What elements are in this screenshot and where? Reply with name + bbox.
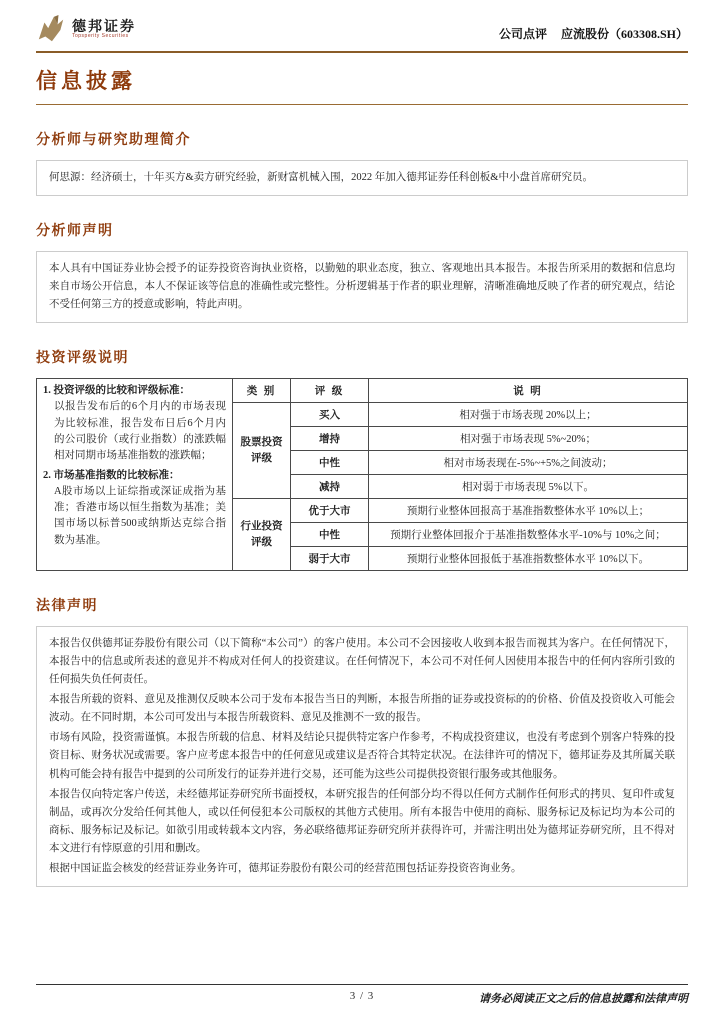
tebon-logo [36, 14, 136, 44]
rating-description: 预期行业整体回报高于基准指数整体水平 10%以上； [369, 499, 688, 523]
logo-text-block [72, 19, 136, 40]
rating-label: 增持 [291, 427, 369, 451]
tebon-logo-icon [36, 14, 66, 44]
category-stock-rating: 股票投资评级 [233, 403, 291, 499]
page-title: 信息披露 [36, 65, 688, 105]
legal-paragraph: 本报告仅供德邦证券股份有限公司（以下简称“本公司”）的客户使用。本公司不会因接收人收到本报告而视其为客户。在任何情况下，本报告中的信息或所表述的意见并不构成对任何人的投资建议。在任何情况下，本公司不对任何人因使用本报告中的任何内容所引致的任何损失负任何责任。 [49, 638, 675, 686]
analyst-statement-box [36, 251, 688, 323]
analyst-intro-text: 何思源：经济硕士，十年买方&卖方研究经验，新财富机械入围，2022 年加入德邦证券任科创板&中小盘首席研究员。 [49, 172, 593, 183]
legal-paragraph: 本报告所载的资料、意见及推测仅反映本公司于发布本报告当日的判断，本报告所指的证券或投资标的的价格、价值及投资收入可能会波动。在不同时期，本公司可发出与本报告所载资料、意见及推测不一致的报告。 [49, 694, 675, 724]
report-header-meta [499, 25, 688, 44]
rating-label: 优于大市 [291, 499, 369, 523]
report-subject: 应流股份（603308.SH） [560, 27, 688, 41]
criteria-1-title: 1. 投资评级的比较和评级标准： [43, 385, 190, 397]
logo-company-name-en: Topsperity Securities [72, 32, 129, 39]
page-header [36, 14, 688, 53]
criteria-2-title: 2. 市场基准指数的比较标准： [43, 469, 180, 481]
section-heading-legal: 法律声明 [36, 599, 98, 615]
rating-description: 相对弱于市场表现 5%以下。 [369, 475, 688, 499]
rating-label: 弱于大市 [291, 547, 369, 571]
rating-label: 减持 [291, 475, 369, 499]
rating-description: 相对强于市场表现 5%~20%； [369, 427, 688, 451]
page-footer [36, 984, 688, 1008]
rating-label: 中性 [291, 451, 369, 475]
col-header-rating: 评 级 [291, 379, 369, 403]
section-heading-analyst-intro: 分析师与研究助理简介 [36, 133, 191, 148]
category-industry-rating: 行业投资评级 [233, 499, 291, 571]
logo-company-name: 德邦证券 [72, 17, 136, 34]
col-header-category: 类 别 [233, 379, 291, 403]
table-row [37, 379, 688, 403]
section-heading-analyst-statement: 分析师声明 [36, 224, 114, 240]
rating-description: 预期行业整体回报低于基准指数整体水平 10%以下。 [369, 547, 688, 571]
footer-disclaimer-notice: 请务必阅读正文之后的信息披露和法律声明 [479, 993, 688, 1005]
rating-criteria-cell [37, 379, 233, 571]
analyst-statement-text: 本人具有中国证券业协会授予的证券投资咨询执业资格，以勤勉的职业态度，独立、客观地出具本报告。本报告所采用的数据和信息均来自市场公开信息，本人不保证该等信息的准确性或完整性。分析逻辑基于作者的职业理解，清晰准确地反映了作者的研究观点，结论不受任何第三方的授意或影响，特此声明。 [49, 263, 675, 311]
rating-description: 相对强于市场表现 20%以上； [369, 403, 688, 427]
criteria-2-body: A股市场以上证综指或深证成指为基准；香港市场以恒生指数为基准；美国市场以标普500或纳斯达克综合指数为基准。 [54, 485, 226, 546]
analyst-intro-box [36, 160, 688, 196]
legal-paragraph: 根据中国证监会核发的经营证券业务许可，德邦证券股份有限公司的经营范围包括证券投资咨询业务。 [49, 862, 522, 874]
col-header-description: 说 明 [369, 379, 688, 403]
rating-description: 相对市场表现在-5%~+5%之间波动； [369, 451, 688, 475]
report-type: 公司点评 [498, 27, 547, 41]
rating-label: 买入 [291, 403, 369, 427]
section-heading-rating: 投资评级说明 [36, 351, 129, 367]
rating-description: 预期行业整体回报介于基准指数整体水平-10%与 10%之间； [369, 523, 688, 547]
legal-paragraph: 本报告仅向特定客户传送，未经德邦证券研究所书面授权，本研究报告的任何部分均不得以任何方式制作任何形式的拷贝、复印件或复制品，或再次分发给任何其他人，或以任何侵犯本公司版权的其他方式使用。所有本报告中使用的商标、服务标记及标记均为本公司的商标、服务标记及标记。如欲引用或转载本文内容，务必联络德邦证券研究所并获得许可，并需注明出处为德邦证券研究所，且不得对本文进行有悖原意的引用和删改。 [49, 788, 675, 854]
criteria-1-body: 以报告发布后的6个月内的市场表现为比较标准，报告发布日后6个月内的公司股价（或行业指数）的涨跌幅相对同期市场基准指数的涨跌幅； [54, 401, 226, 462]
rating-table [36, 378, 688, 571]
legal-statement-box [36, 626, 688, 887]
page-number: 3 / 3 [349, 990, 375, 1002]
rating-label: 中性 [291, 523, 369, 547]
legal-paragraph: 市场有风险，投资需谨慎。本报告所载的信息、材料及结论只提供特定客户作参考，不构成投资建议，也没有考虑到个别客户特殊的投资目标、财务状况或需要。客户应考虑本报告中的任何意见或建议是否符合其特定状况。在法律许可的情况下，德邦证券及其所属关联机构可能会持有报告中提到的公司所发行的证券并进行交易，还可能为这些公司提供投资银行服务或其他服务。 [49, 732, 675, 780]
